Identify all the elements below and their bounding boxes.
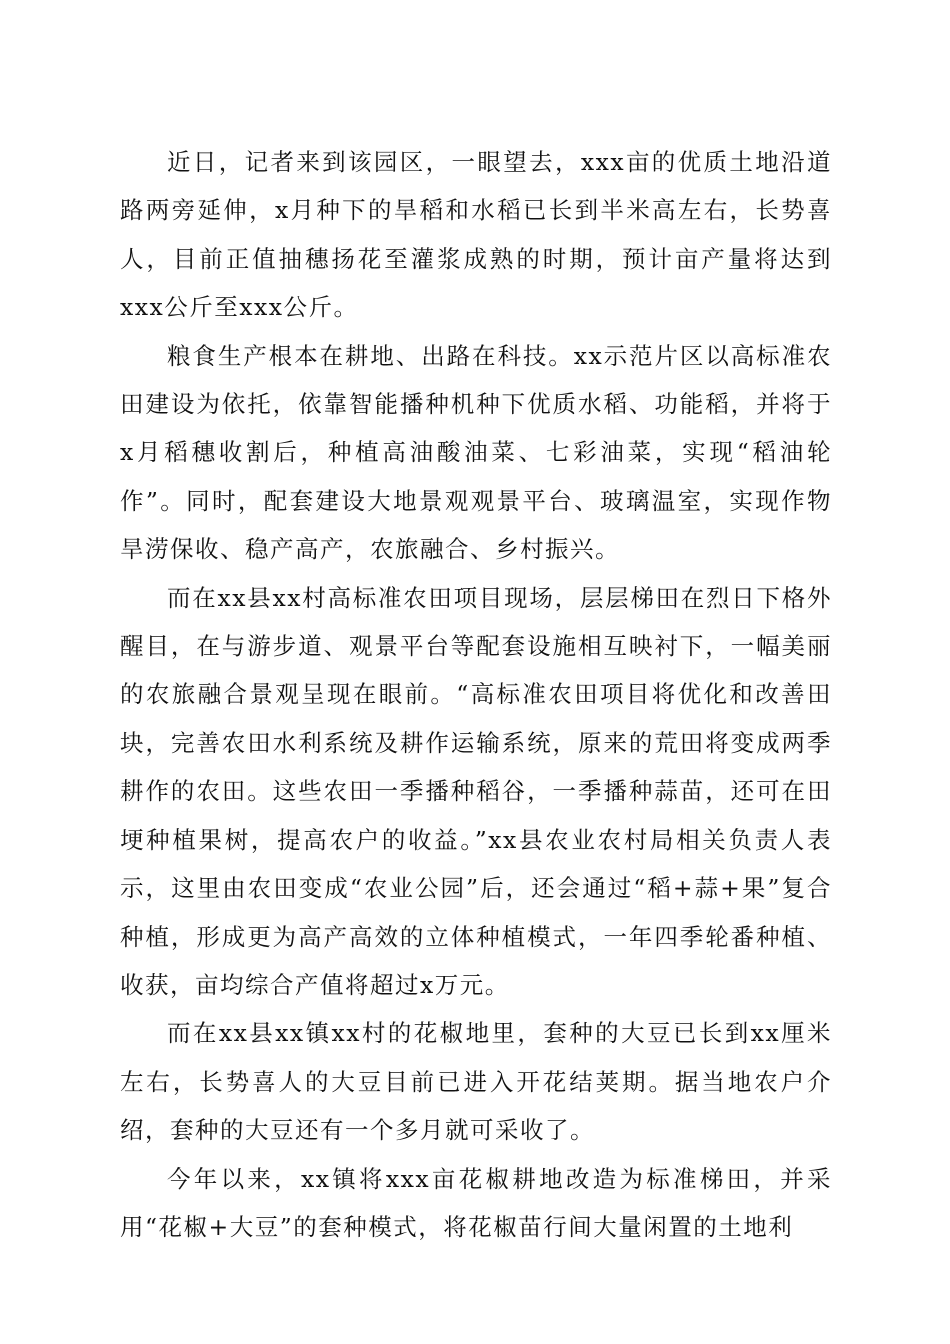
article-body	[120, 138, 832, 1251]
paragraph-3: 而在xx县xx村高标准农田项目现场，层层梯田在烈日下格外醒目，在与游步道、观景平台等配套设施相互映衬下，一幅美丽的农旅融合景观呈现在眼前。“高标准农田项目将优化和改善田块，完善农田水利系统及耕作运输系统，原来的荒田将变成两季耕作的农田。这些农田一季播种稻谷，一季播种蒜苗，还可在田埂种植果树，提高农户的收益。”xx县农业农村局相关负责人表示，这里由农田变成“农业公园”后，还会通过“稻+蒜+果”复合种植，形成更为高产高效的立体种植模式，一年四季轮番种植、收获，亩均综合产值将超过x万元。	[120, 583, 832, 999]
paragraph-4: 而在xx县xx镇xx村的花椒地里，套种的大豆已长到xx厘米左右，长势喜人的大豆目前已进入开花结荚期。据当地农户介绍，套种的大豆还有一个多月就可采收了。	[120, 1019, 832, 1145]
paragraph-5: 今年以来，xx镇将xxx亩花椒耕地改造为标准梯田，并采用“花椒+大豆”的套种模式，将花椒苗行间大量闲置的土地利	[120, 1164, 832, 1241]
paragraph-2: 粮食生产根本在耕地、出路在科技。xx示范片区以高标准农田建设为依托，依靠智能播种机种下优质水稻、功能稻，并将于x月稻穗收割后，种植高油酸油菜、七彩油菜，实现“稻油轮作”。同时，配套建设大地景观观景平台、玻璃温室，实现作物旱涝保收、稳产高产，农旅融合、乡村振兴。	[120, 341, 832, 564]
paragraph-1: 近日，记者来到该园区，一眼望去，xxx亩的优质土地沿道路两旁延伸，x月种下的旱稻和水稻已长到半米高左右，长势喜人，目前正值抽穗扬花至灌浆成熟的时期，预计亩产量将达到xxx公斤至xxx公斤。	[120, 148, 832, 322]
